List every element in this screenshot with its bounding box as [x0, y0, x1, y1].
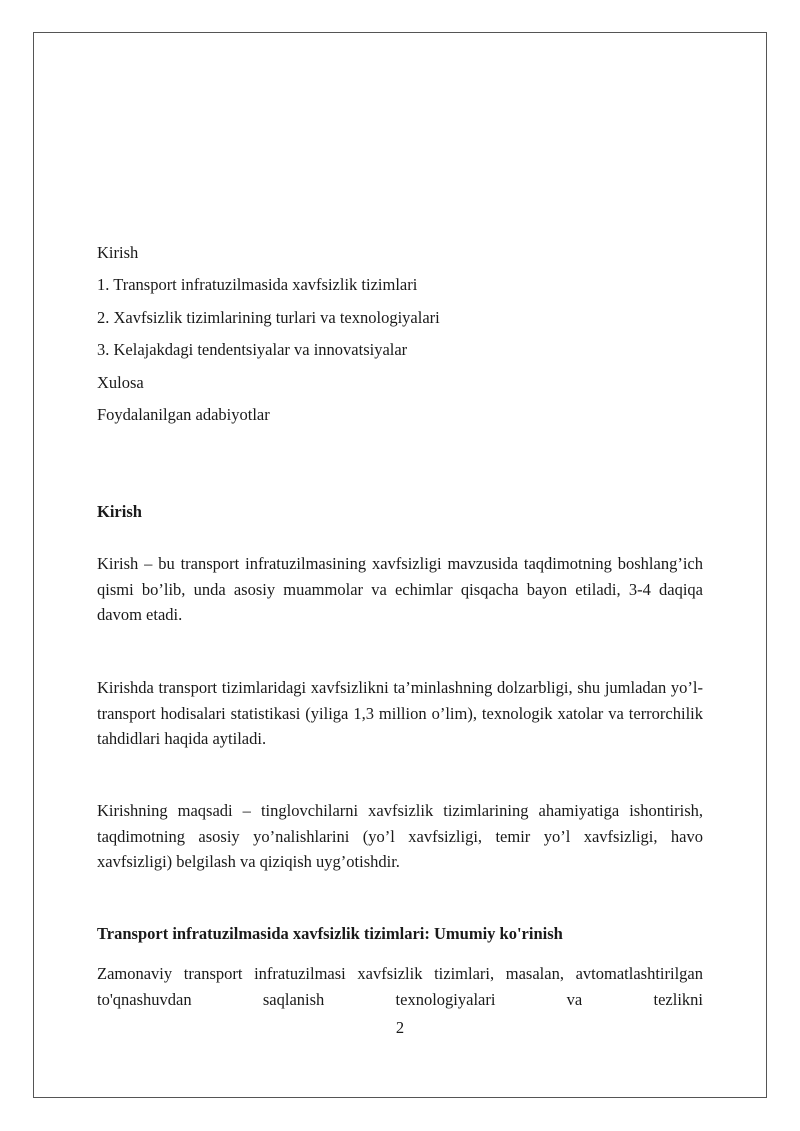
intro-heading: Kirish [97, 502, 142, 521]
toc-item-conclusion: Xulosa [97, 372, 144, 392]
intro-paragraph-2: Kirishda transport tizimlaridagi xavfsizlikni ta’minlashning dolzarbligi, shu jumladan yo’l-transport hodisalari statistikasi (yiliga 1,3 million o’lim), texnologik xatolar va terrorchilik tahdidlari haqida aytiladi. [97, 678, 703, 748]
intro-paragraph-1: Kirish – bu transport infratuzilmasining xavfsizligi mavzusida taqdimotning boshlang’ich qismi bo’lib, unda asosiy muammolar va echimlar qisqacha bayon etiladi, 3-4 daqiqa davom etadi. [97, 554, 703, 624]
toc-item-references: Foydalanilgan adabiyotlar [97, 404, 270, 424]
toc-item-2: 2. Xavfsizlik tizimlarining turlari va texnologiyalari [97, 307, 440, 327]
overview-paragraph: Zamonaviy transport infratuzilmasi xavfsizlik tizimlari, masalan, avtomatlashtirilgan to'qnashuvdan saqlanish texnologiyalari va tezlikni [97, 964, 703, 1009]
page-number: 2 [395, 1018, 405, 1037]
toc-item-1: 1. Transport infratuzilmasida xavfsizlik tizimlari [97, 275, 418, 295]
toc-item-intro: Kirish [97, 243, 139, 262]
intro-paragraph-3: Kirishning maqsadi – tinglovchilarni xavfsizlik tizimlarining ahamiyatiga ishontirish, taqdimotning asosiy yo’nalishlarini (yo’l xavfsizligi, temir yo’l xavfsizligi, havo xavfsizligi) belgilash va qiziqish uyg’otishdir. [97, 801, 703, 871]
toc-item-3: 3. Kelajakdagi tendentsiyalar va innovatsiyalar [97, 340, 408, 360]
overview-heading: Transport infratuzilmasida xavfsizlik tizimlari: Umumiy ko'rinish [97, 924, 563, 943]
table-of-contents [97, 241, 703, 435]
